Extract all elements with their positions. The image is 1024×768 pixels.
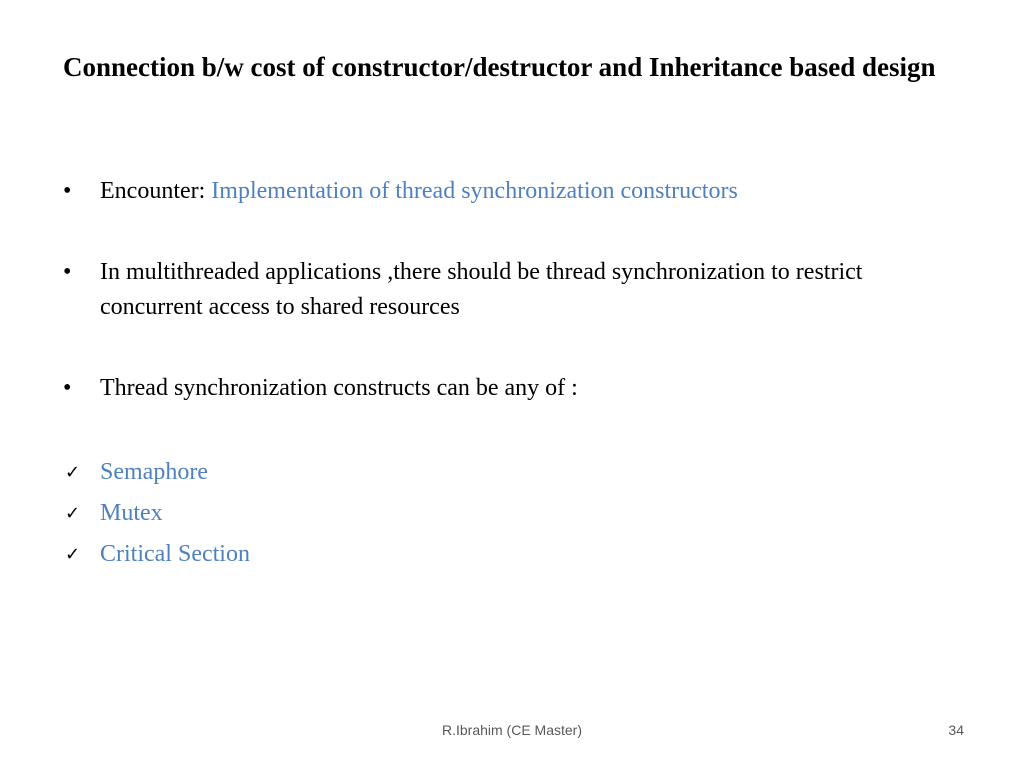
- bullet-text: In multithreaded applications ,there should be thread synchronization to restrict concurrent access to shared resources: [100, 259, 863, 320]
- page-number: 34: [948, 722, 964, 738]
- bullet-marker: •: [63, 178, 72, 204]
- checklist-item-mutex: [63, 493, 663, 534]
- footer-author: R.Ibrahim (CE Master): [441, 722, 583, 738]
- bullet-item-constructs: [63, 371, 963, 406]
- bullet-text: Thread synchronization constructs can be any of :: [100, 375, 578, 401]
- checklist-item-critical-section: [63, 534, 663, 575]
- bullet-item-encounter: [63, 174, 963, 209]
- checkmark-icon: ✓: [65, 462, 81, 483]
- checklist: [63, 452, 663, 575]
- checklist-item-semaphore: [63, 452, 663, 493]
- bullet-item-multithreaded: [63, 255, 963, 325]
- bullet-label: Encounter:: [100, 178, 212, 204]
- checklist-item-label: Mutex: [100, 500, 163, 526]
- bullet-marker: •: [63, 375, 72, 401]
- checklist-item-label: Critical Section: [100, 541, 250, 567]
- slide-title: Connection b/w cost of constructor/destructor and Inheritance based design: [63, 52, 936, 82]
- bullet-marker: •: [63, 259, 72, 285]
- bullet-list: [63, 174, 963, 452]
- bullet-accent-text: Implementation of thread synchronization constructors: [211, 178, 738, 204]
- checklist-item-label: Semaphore: [100, 459, 208, 485]
- checkmark-icon: ✓: [65, 503, 81, 524]
- checkmark-icon: ✓: [65, 544, 81, 565]
